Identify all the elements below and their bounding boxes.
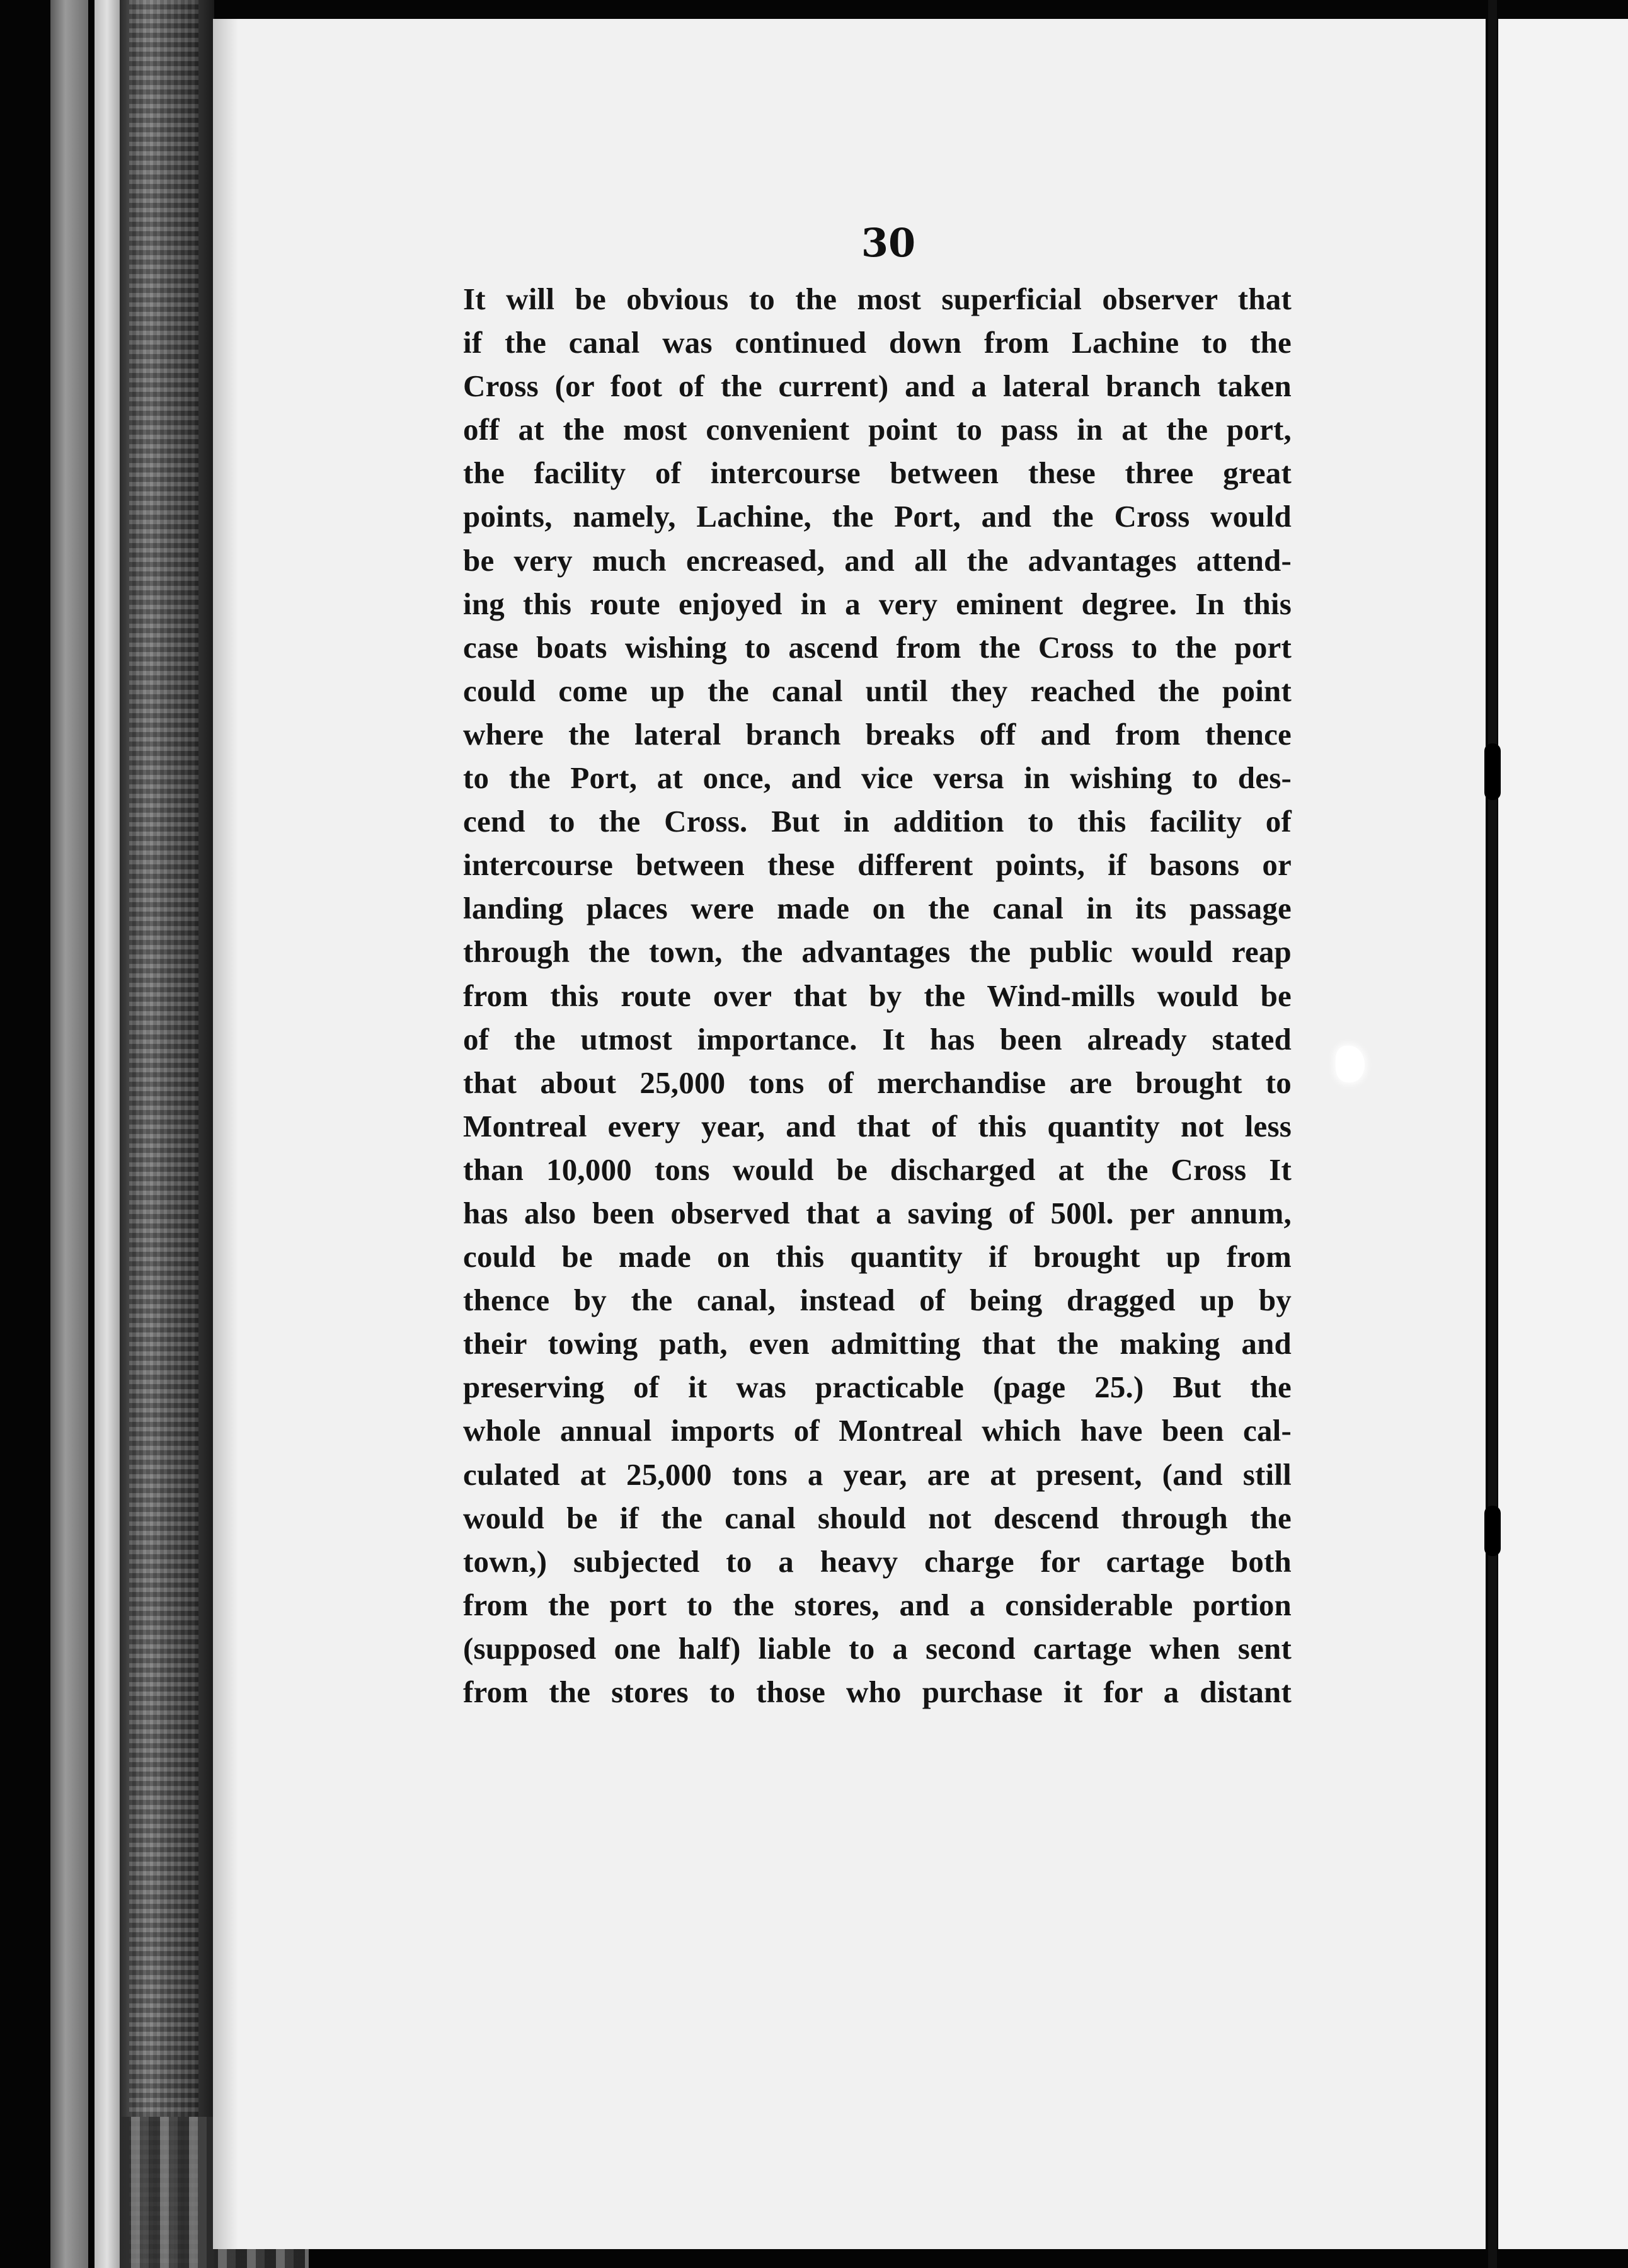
facing-page-edge xyxy=(1498,19,1628,2249)
text-line: thence by the canal, instead of being dragged up by xyxy=(463,1283,1292,1318)
text-line: Montreal every year, and that of this quantity not less xyxy=(463,1108,1292,1143)
fold-mark-upper xyxy=(1484,743,1501,800)
text-line: It will be obvious to the most superficial observer that xyxy=(463,282,1292,316)
text-line: if the canal was continued down from Lachine to the xyxy=(463,325,1292,360)
text-line: be very much encreased, and all the advantages attend- xyxy=(463,542,1292,578)
fold-mark-lower xyxy=(1484,1506,1501,1556)
text-line: from the port to the stores, and a considerable portion xyxy=(463,1587,1292,1622)
previous-leaf-highlight xyxy=(95,0,120,2268)
text-line: from the stores to those who purchase it for a distant xyxy=(463,1675,1292,1709)
text-line: points, namely, Lachine, the Port, and the Cross would xyxy=(463,499,1292,534)
text-line: where the lateral branch breaks off and from thence xyxy=(463,716,1292,752)
text-line: has also been observed that a saving of 500l. per annum, xyxy=(463,1195,1292,1230)
page-inner-shadow xyxy=(213,19,238,2249)
text-line: than 10,000 tons would be discharged at the Cross It xyxy=(463,1152,1292,1187)
text-line: intercourse between these different points, if basons or xyxy=(463,847,1292,883)
text-line: preserving of it was practicable (page 25.) But the xyxy=(463,1370,1292,1405)
text-line: off at the most convenient point to pass in at the port, xyxy=(463,412,1292,447)
page-fold-line xyxy=(1488,0,1497,2268)
text-line: case boats wishing to ascend from the Cross to the port xyxy=(463,629,1292,665)
text-line: (supposed one half) liable to a second cartage when sent xyxy=(463,1630,1292,1666)
text-line: could be made on this quantity if brought up from xyxy=(463,1239,1292,1274)
text-line: the facility of intercourse between these three great xyxy=(463,455,1292,491)
text-line: their towing path, even admitting that the making and xyxy=(463,1326,1292,1361)
body-paragraph xyxy=(463,277,1292,1714)
text-line: whole annual imports of Montreal which have been cal- xyxy=(463,1413,1292,1448)
text-line: would be if the canal should not descend through the xyxy=(463,1500,1292,1535)
text-line: landing places were made on the canal in its passage xyxy=(463,891,1292,926)
text-line: that about 25,000 tons of merchandise are brought to xyxy=(463,1065,1292,1100)
text-line: through the town, the advantages the public would reap xyxy=(463,934,1292,970)
text-line: of the utmost importance. It has been already stated xyxy=(463,1021,1292,1057)
paper-blemish xyxy=(1336,1046,1365,1082)
text-line: from this route over that by the Wind-mills would be xyxy=(463,978,1292,1013)
text-line: town,) subjected to a heavy charge for cartage both xyxy=(463,1544,1292,1579)
text-line: cend to the Cross. But in addition to this facility of xyxy=(463,804,1292,839)
binding-texture xyxy=(129,0,198,2268)
text-line: ing this route enjoyed in a very eminent degree. In this xyxy=(463,586,1292,621)
text-line: Cross (or foot of the current) and a lateral branch taken xyxy=(463,369,1292,404)
page-number: 30 xyxy=(861,220,916,266)
text-line: to the Port, at once, and vice versa in wishing to des- xyxy=(463,760,1292,796)
text-line: could come up the canal until they reached the point xyxy=(463,673,1292,708)
previous-leaf-edge xyxy=(50,0,88,2268)
text-line: culated at 25,000 tons a year, are at present, (and still xyxy=(463,1457,1292,1492)
